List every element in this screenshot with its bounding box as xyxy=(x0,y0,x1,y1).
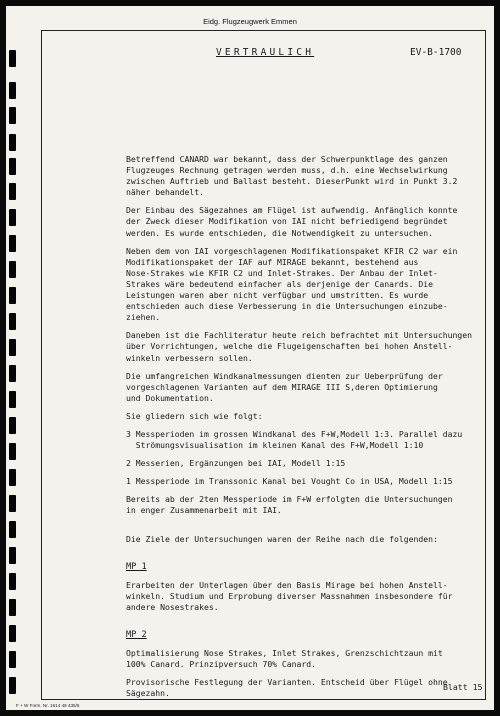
paragraph-gliederung-intro: Sie gliedern sich wie folgt: xyxy=(126,410,263,421)
binding-holes xyxy=(6,6,26,710)
paragraph-saegezahn: Der Einbau des Sägezahnes am Flügel ist aufwendig. Anfänglich konnte der Zweck dieser Modifikation von IAI nicht befriedigend begründet werden. Es wurde entschieden, die Notwendigkeit zu untersuchen. xyxy=(126,205,458,238)
punch-hole xyxy=(9,158,16,175)
punch-hole xyxy=(9,495,16,512)
paragraph-ziele-intro: Die Ziele der Untersuchungen waren der Reihe nach die folgenden: xyxy=(126,533,438,544)
organization-header: Eidg. Flugzeugwerk Emmen xyxy=(203,17,297,26)
punch-hole xyxy=(9,82,16,99)
section-heading-mp2: MP 2 xyxy=(126,630,147,640)
punch-hole xyxy=(9,651,16,668)
paragraph-canard: Betreffend CANARD war bekannt, dass der Schwerpunktlage des ganzen Flugzeuges Rechnung getragen werden muss, d.h. eine Wechselwirkung zwischen Auftrieb und Ballast besteht. DieserPunkt wird in Punkt 3.2 näher behandelt. xyxy=(126,154,458,198)
list-item: 3 Messperioden im grossen Windkanal des F+W,Modell 1:3. Parallel dazu Strömungsvisualisation im kleinen Kanal des F+W,Modell 1:10 xyxy=(126,428,463,451)
section-heading-mp1: MP 1 xyxy=(126,561,147,572)
form-number: F + W Form. Nr. 1614 48 435/5 xyxy=(16,703,80,708)
punch-hole xyxy=(9,625,16,642)
punch-hole xyxy=(9,599,16,616)
list-item: 1 Messperiode im Transsonic Kanal bei Vought Co in USA, Modell 1:15 xyxy=(126,476,453,487)
punch-hole xyxy=(9,50,16,67)
document-body xyxy=(126,154,486,706)
punch-hole xyxy=(9,469,16,486)
punch-hole xyxy=(9,521,16,538)
document-page xyxy=(6,6,494,710)
punch-hole xyxy=(9,134,16,151)
punch-hole xyxy=(9,339,16,356)
punch-hole xyxy=(9,547,16,564)
punch-hole xyxy=(9,287,16,304)
document-number: EV-B-1700 xyxy=(410,47,462,58)
punch-hole xyxy=(9,235,16,252)
punch-hole xyxy=(9,313,16,330)
punch-hole xyxy=(9,573,16,590)
classification-stamp: VERTRAULICH xyxy=(216,47,315,58)
paragraph-modifikationspaket: Neben dem von IAI vorgeschlagenen Modifikationspaket KFIR C2 war ein Modifikationspaket der IAF auf MIRAGE bekannt, bestehend aus Nose-Strakes wie KFIR C2 und Inlet-Strakes. Der Anbau der Inlet- Strakes wäre bedeutend einfacher als derjenige der Canards. Die Leistungen waren aber nicht verfügbar und umstritten. Es wurde entschieden auch diese Verbesserung in die Untersuchungen einzube- ziehen. xyxy=(126,245,458,323)
punch-hole xyxy=(9,677,16,694)
punch-hole xyxy=(9,417,16,434)
paragraph-windkanalmessungen: Die umfangreichen Windkanalmessungen dienten zur Ueberprüfung der vorgeschlagenen Varianten auf dem MIRAGE III S,deren Optimierung und Dokumentation. xyxy=(126,370,443,403)
punch-hole xyxy=(9,365,16,382)
page-number: Blatt 15 xyxy=(443,682,483,692)
list-item: 2 Messerien, Ergänzungen bei IAI, Modell 1:15 xyxy=(126,458,346,469)
paragraph-fachliteratur: Daneben ist die Fachliteratur heute reich befrachtet mit Untersuchungen über Vorrichtungen, welche die Flugeigenschaften bei hohen Anstell- winkeln verbessern sollen. xyxy=(126,330,472,363)
paragraph-zusammenarbeit: Bereits ab der 2ten Messperiode im F+W erfolgten die Untersuchungen in enger Zusammenarbeit mit IAI. xyxy=(126,494,453,516)
punch-hole xyxy=(9,261,16,278)
section-paragraph: Erarbeiten der Unterlagen über den Basis Mirage bei hohen Anstell- winkeln. Studium und Erprobung diverser Massnahmen insbesondere für andere Nosestrakes. xyxy=(126,579,453,612)
punch-hole xyxy=(9,183,16,200)
section-paragraph: Provisorische Festlegung der Varianten. Entscheid über Flügel ohne Sägezahn. xyxy=(126,677,448,699)
section-paragraph: Optimalisierung Nose Strakes, Inlet Strakes, Grenzschichtzaun mit 100% Canard. Prinzipversuch 70% Canard. xyxy=(126,648,443,670)
punch-hole xyxy=(9,107,16,124)
punch-hole xyxy=(9,391,16,408)
punch-hole xyxy=(9,443,16,460)
punch-hole xyxy=(9,209,16,226)
